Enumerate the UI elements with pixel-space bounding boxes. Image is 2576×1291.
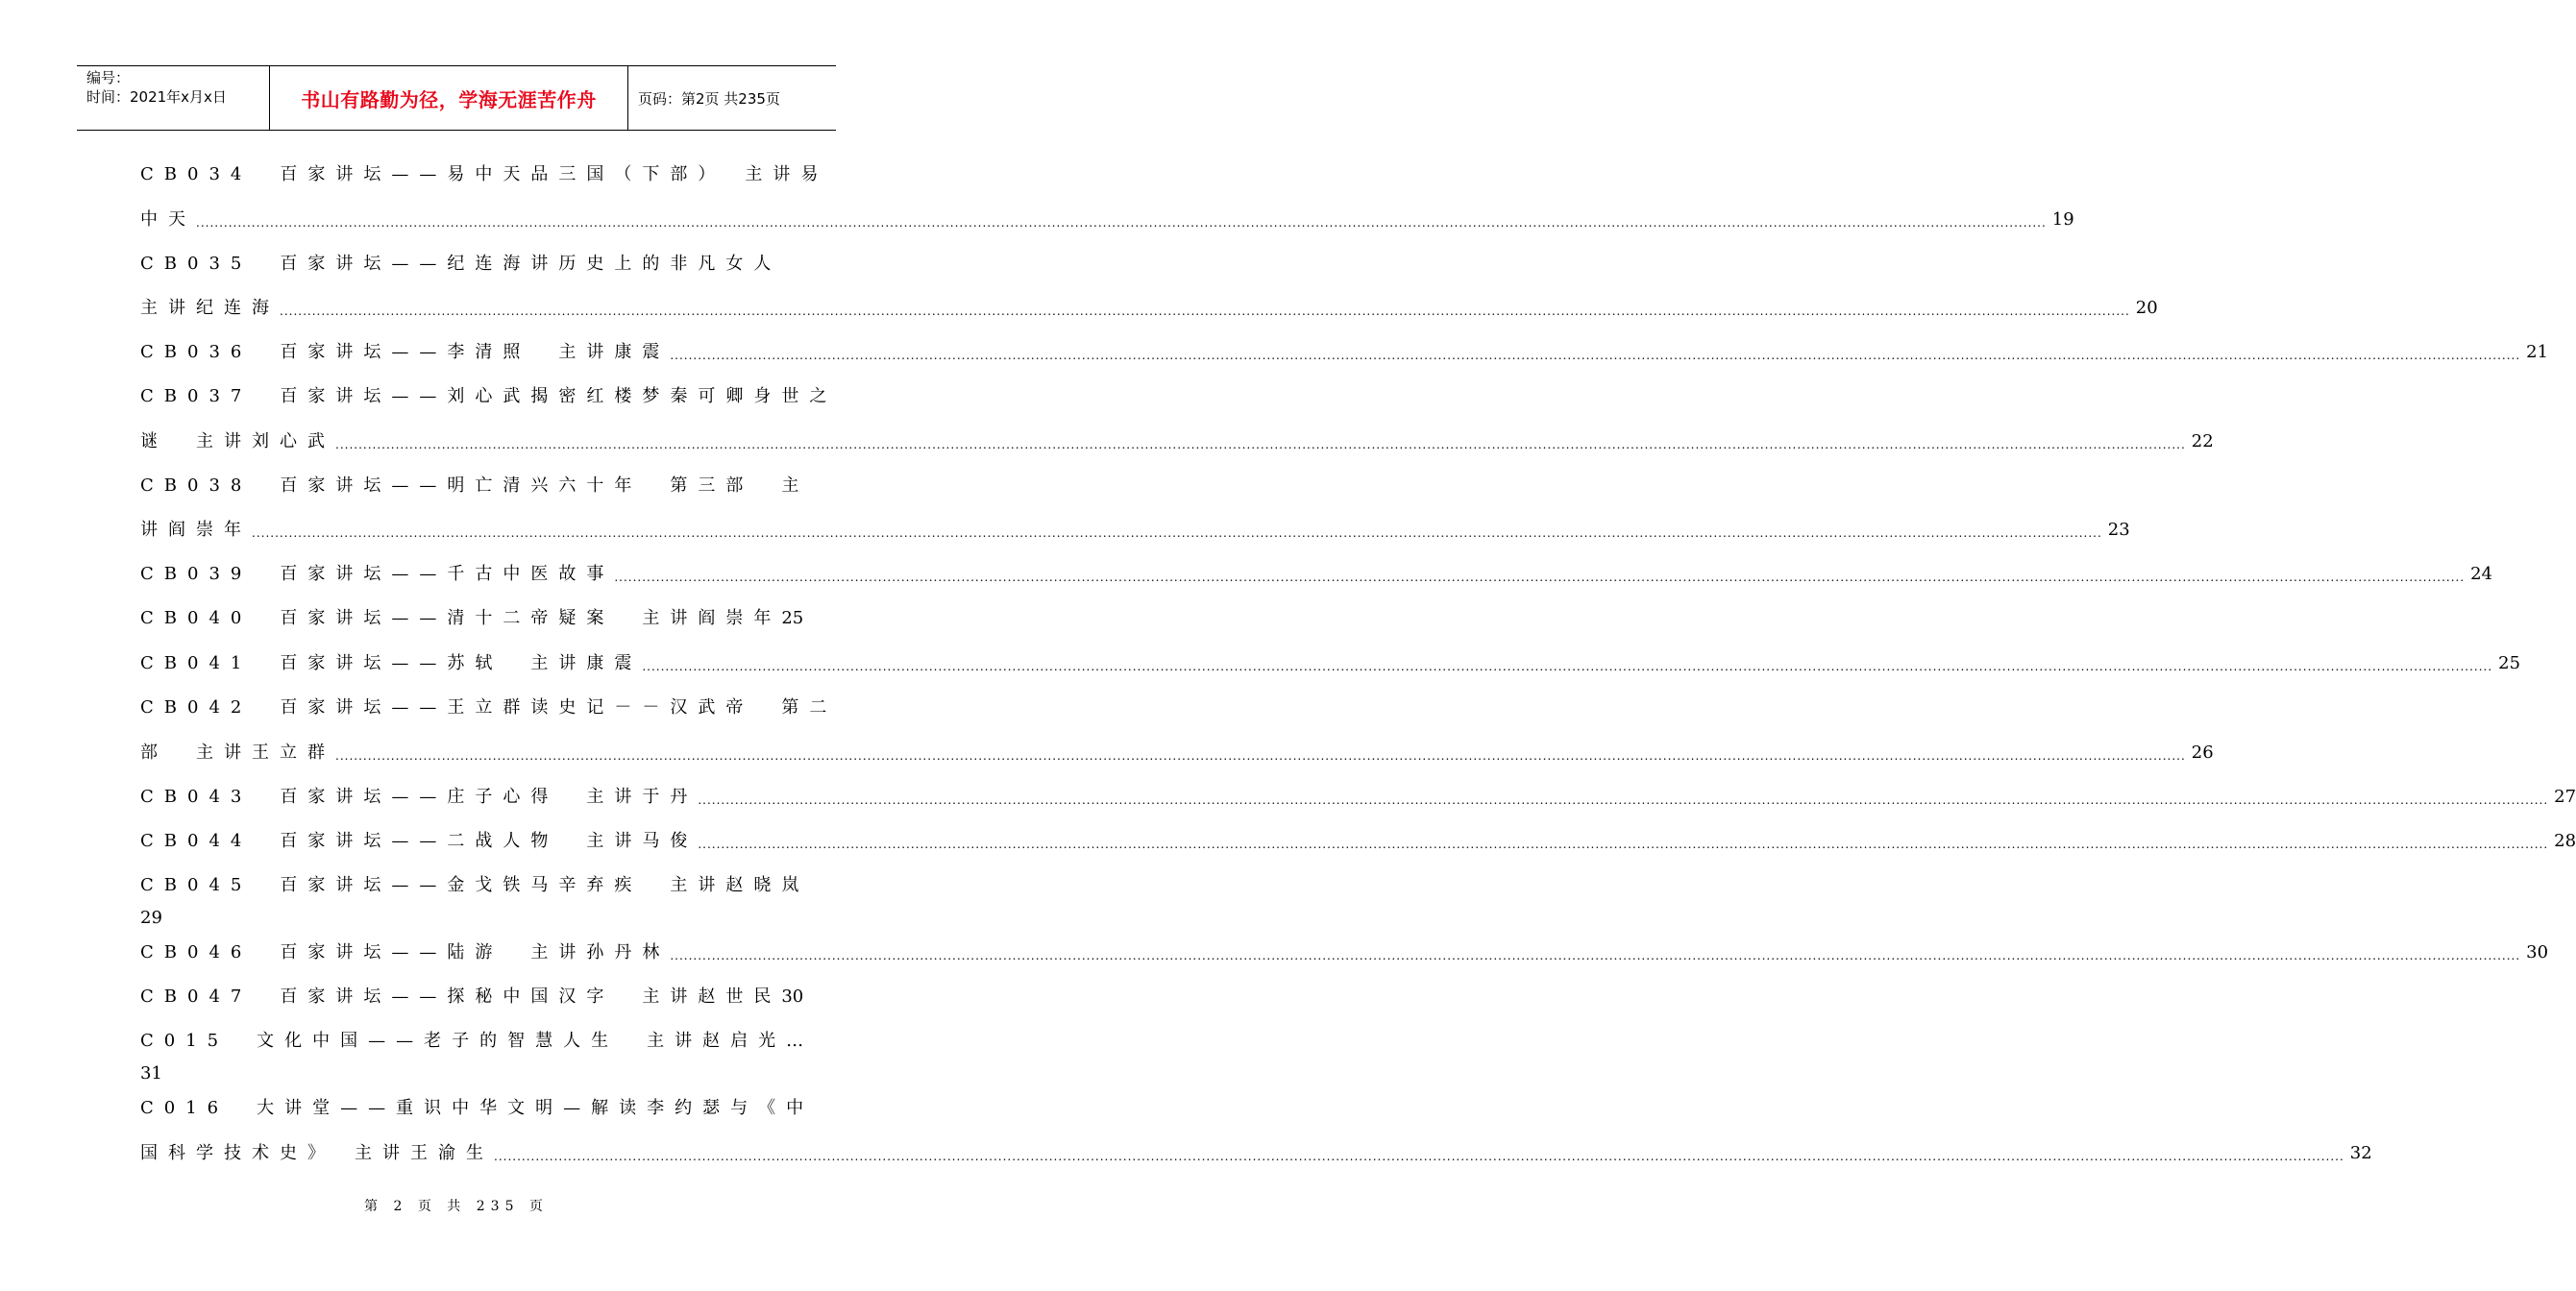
header-page-info xyxy=(628,66,836,130)
toc-leader-dots: ................................................................................................................................................................................................................................................................................................................................................................................................................ xyxy=(196,216,2047,230)
toc-entry[interactable] xyxy=(140,1140,2372,1167)
toc-entry-title: CB038 百家讲坛——明亡清兴六十年 第三部 主 xyxy=(140,475,810,496)
toc-entry[interactable] xyxy=(140,784,2576,811)
toc-entry-title: 国科学技术史》 主讲王渝生 xyxy=(140,1143,494,1163)
toc-leader-dots: ................................................................................................................................................................................................................................................................................................................................................................................................................ xyxy=(614,571,2466,584)
toc-leader-dots: ................................................................................................................................................................................................................................................................................................................................................................................................................ xyxy=(698,793,2549,807)
toc-entry-title: CB047 百家讲坛——探秘中国汉字 主讲赵世民 xyxy=(140,987,782,1007)
toc-entry-title: CB045 百家讲坛——金戈铁马辛弃疾 主讲赵晓岚 xyxy=(140,875,810,895)
toc-leader-dots: ................................................................................................................................................................................................................................................................................................................................................................................................................ xyxy=(494,1150,2344,1163)
toc-page-number: 28 xyxy=(2554,831,2576,851)
toc-entry-title: CB037 百家讲坛——刘心武揭密红楼梦秦可卿身世之 xyxy=(140,386,838,406)
page-footer: 第 2 页 共 235 页 xyxy=(364,1199,549,1214)
number-label: 编号： xyxy=(86,69,131,86)
toc-page-number: 26 xyxy=(2191,743,2214,763)
toc-entry-title: 31 xyxy=(140,1063,162,1084)
toc-entry[interactable] xyxy=(140,905,795,932)
toc-entry[interactable] xyxy=(140,383,838,410)
toc-entry[interactable] xyxy=(140,473,810,499)
toc-entry[interactable] xyxy=(140,984,804,1011)
toc-entry-title: CB040 百家讲坛——清十二帝疑案 主讲阎崇年 xyxy=(140,608,782,628)
toc-entry[interactable] xyxy=(140,295,2158,322)
toc-page-number: 27 xyxy=(2554,787,2576,807)
toc-page-number: 25 xyxy=(2498,653,2521,673)
toc-entry[interactable] xyxy=(140,1028,815,1055)
toc-entry[interactable] xyxy=(140,207,2074,233)
toc-entry-title: CB043 百家讲坛——庄子心得 主讲于丹 xyxy=(140,787,699,807)
toc-leader-dots: ................................................................................................................................................................................................................................................................................................................................................................................................................ xyxy=(252,526,2102,540)
toc-page-number: 30 xyxy=(2526,942,2549,962)
toc-leader-dots: ................................................................................................................................................................................................................................................................................................................................................................................................................ xyxy=(335,438,2186,451)
toc-entry-title: CB036 百家讲坛——李清照 主讲康震 xyxy=(140,342,671,362)
toc-entry-title: 部 主讲王立群 xyxy=(140,743,335,763)
toc-leader-dots: ................................................................................................................................................................................................................................................................................................................................................................................................................ xyxy=(698,838,2549,851)
toc-entry[interactable] xyxy=(140,1095,815,1122)
toc-page-number: 25 xyxy=(781,608,804,628)
toc-page-number: 20 xyxy=(2135,298,2158,318)
toc-page-number: 32 xyxy=(2349,1143,2372,1163)
toc-entry-title: CB042 百家讲坛——王立群读史记－－汉武帝 第二 xyxy=(140,697,838,718)
page-header xyxy=(77,65,836,131)
toc-entry[interactable] xyxy=(140,561,2493,588)
toc-entry[interactable] xyxy=(140,872,810,899)
toc-entry[interactable] xyxy=(140,428,2214,455)
toc-page-number: 22 xyxy=(2191,431,2214,451)
motto-text: 书山有路勤为径，学海无涯苦作舟 xyxy=(301,87,597,111)
toc-entry-title: CB035 百家讲坛——纪连海讲历史上的非凡女人 xyxy=(140,254,782,274)
toc-leader-dots: ................................................................................................................................................................................................................................................................................................................................................................................................................ xyxy=(280,304,2130,318)
toc-entry[interactable] xyxy=(140,251,795,278)
toc-entry[interactable] xyxy=(140,517,2130,544)
toc-entry[interactable] xyxy=(140,339,2549,366)
toc-page-number: 24 xyxy=(2470,564,2493,584)
time-label: 时间：2021年x月x日 xyxy=(86,88,227,106)
toc-entry[interactable] xyxy=(140,605,804,632)
toc-entry[interactable] xyxy=(140,1060,795,1087)
toc-entry-title: C015 文化中国——老子的智慧人生 主讲赵启光… xyxy=(140,1031,815,1051)
toc-page-number: 19 xyxy=(2051,209,2074,230)
toc-entry[interactable] xyxy=(140,740,2214,767)
toc-entry-title: CB046 百家讲坛——陆游 主讲孙丹林 xyxy=(140,942,671,962)
toc-leader-dots: ................................................................................................................................................................................................................................................................................................................................................................................................................ xyxy=(670,949,2521,962)
toc-entry-title: CB034 百家讲坛——易中天品三国（下部） 主讲易 xyxy=(140,164,829,184)
toc-entry-title: C016 大讲堂——重识中华文明—解读李约瑟与《中 xyxy=(140,1098,815,1118)
toc-page-number: 30 xyxy=(781,987,804,1007)
page-label: 页码：第2页 共235页 xyxy=(638,89,780,108)
toc-page-number: 23 xyxy=(2107,520,2130,540)
toc-leader-dots: ................................................................................................................................................................................................................................................................................................................................................................................................................ xyxy=(335,749,2186,763)
toc-entry-title: CB044 百家讲坛——二战人物 主讲马俊 xyxy=(140,831,699,851)
toc-entry[interactable] xyxy=(140,650,2521,677)
toc-entry[interactable] xyxy=(140,161,829,188)
toc-page-number: 21 xyxy=(2526,342,2549,362)
toc-entry[interactable] xyxy=(140,828,2576,855)
toc-entry-title: 29 xyxy=(140,908,162,928)
toc-entry-title: CB039 百家讲坛——千古中医故事 xyxy=(140,564,615,584)
toc-entry-title: 谜 主讲刘心武 xyxy=(140,431,335,451)
toc-entry-title: CB041 百家讲坛——苏轼 主讲康震 xyxy=(140,653,643,673)
toc-entry-title: 讲阎崇年 xyxy=(140,520,252,540)
toc-entry-title: 中天 xyxy=(140,209,196,230)
toc-entry[interactable] xyxy=(140,694,838,721)
header-meta xyxy=(77,66,270,130)
toc-leader-dots: ................................................................................................................................................................................................................................................................................................................................................................................................................ xyxy=(642,660,2493,673)
header-motto xyxy=(270,66,628,130)
toc-entry[interactable] xyxy=(140,939,2549,966)
toc-entry-title: 主讲纪连海 xyxy=(140,298,280,318)
toc-leader-dots: ................................................................................................................................................................................................................................................................................................................................................................................................................ xyxy=(670,349,2521,362)
